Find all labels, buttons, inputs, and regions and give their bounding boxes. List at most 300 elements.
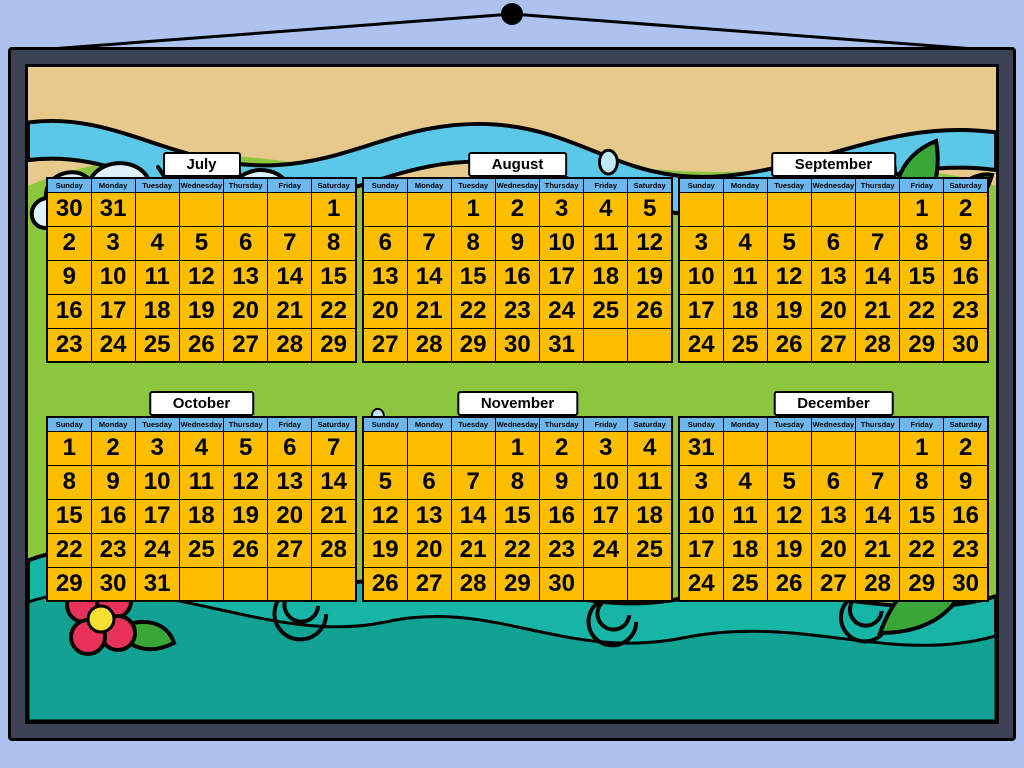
month-title: September (771, 152, 897, 177)
day-cell[interactable]: 30 (47, 192, 91, 226)
weekday-header-cell: Sunday (47, 417, 91, 431)
month-calendar-table (46, 416, 357, 602)
day-cell[interactable]: 3 (91, 226, 135, 260)
day-cell[interactable]: 24 (584, 533, 628, 567)
day-cell-empty (628, 567, 672, 601)
day-cell[interactable]: 8 (312, 226, 356, 260)
day-cell-empty (767, 192, 811, 226)
weekday-header-cell: Tuesday (451, 417, 495, 431)
day-cell[interactable]: 1 (900, 192, 944, 226)
day-cell[interactable]: 3 (679, 465, 723, 499)
day-cell[interactable]: 27 (268, 533, 312, 567)
day-cell[interactable]: 18 (135, 294, 179, 328)
day-cell[interactable]: 3 (540, 192, 584, 226)
month-title: October (149, 391, 255, 416)
day-cell[interactable]: 15 (495, 499, 539, 533)
day-cell-empty (363, 431, 407, 465)
day-cell[interactable]: 16 (944, 499, 988, 533)
weekday-header-cell: Wednesday (811, 178, 855, 192)
day-cell[interactable]: 26 (628, 294, 672, 328)
weekday-header-cell: Wednesday (495, 417, 539, 431)
day-cell[interactable]: 23 (540, 533, 584, 567)
day-cell-empty (723, 431, 767, 465)
day-cell[interactable]: 22 (900, 533, 944, 567)
day-cell[interactable]: 20 (811, 533, 855, 567)
day-cell[interactable]: 26 (767, 567, 811, 601)
day-cell[interactable]: 14 (856, 260, 900, 294)
day-cell[interactable]: 15 (312, 260, 356, 294)
day-cell[interactable]: 25 (584, 294, 628, 328)
day-cell[interactable]: 26 (224, 533, 268, 567)
day-cell[interactable]: 31 (91, 192, 135, 226)
day-cell[interactable]: 14 (407, 260, 451, 294)
day-cell[interactable]: 29 (495, 567, 539, 601)
day-cell[interactable]: 14 (268, 260, 312, 294)
day-cell[interactable]: 14 (856, 499, 900, 533)
day-cell[interactable]: 28 (856, 567, 900, 601)
day-cell[interactable]: 1 (900, 431, 944, 465)
month-block (362, 156, 673, 414)
weekday-header-row (363, 178, 672, 192)
day-cell[interactable]: 20 (363, 294, 407, 328)
day-cell[interactable]: 2 (495, 192, 539, 226)
month-calendar-table (46, 177, 357, 363)
weekday-header-cell: Saturday (944, 178, 988, 192)
weekday-header-cell: Thursday (224, 178, 268, 192)
day-cell[interactable]: 18 (628, 499, 672, 533)
weekday-header-cell: Monday (723, 178, 767, 192)
day-cell[interactable]: 1 (495, 431, 539, 465)
day-cell[interactable]: 24 (540, 294, 584, 328)
weekday-header-cell: Friday (900, 417, 944, 431)
weekday-header-row (363, 417, 672, 431)
day-cell[interactable]: 13 (363, 260, 407, 294)
day-cell[interactable]: 29 (47, 567, 91, 601)
day-cell[interactable]: 11 (135, 260, 179, 294)
day-cell[interactable]: 19 (363, 533, 407, 567)
day-cell-empty (224, 567, 268, 601)
day-cell[interactable]: 30 (944, 567, 988, 601)
day-cell[interactable]: 11 (179, 465, 223, 499)
day-cell[interactable]: 27 (811, 328, 855, 362)
day-cell[interactable]: 4 (179, 431, 223, 465)
day-cell[interactable]: 7 (451, 465, 495, 499)
day-cell[interactable]: 8 (900, 226, 944, 260)
day-cell[interactable]: 2 (91, 431, 135, 465)
day-cell-empty (135, 192, 179, 226)
day-cell[interactable]: 23 (495, 294, 539, 328)
day-cell[interactable]: 30 (540, 567, 584, 601)
weekday-header-cell: Thursday (856, 417, 900, 431)
day-cell[interactable]: 8 (451, 226, 495, 260)
day-cell[interactable]: 25 (723, 328, 767, 362)
day-cell[interactable]: 27 (811, 567, 855, 601)
week-row (47, 533, 356, 567)
day-cell[interactable]: 11 (584, 226, 628, 260)
week-row (679, 294, 988, 328)
day-cell-empty (811, 431, 855, 465)
day-cell[interactable]: 19 (224, 499, 268, 533)
day-cell-empty (179, 567, 223, 601)
day-cell[interactable]: 7 (268, 226, 312, 260)
day-cell[interactable]: 8 (900, 465, 944, 499)
day-cell-empty (407, 192, 451, 226)
day-cell-empty (312, 567, 356, 601)
day-cell[interactable]: 10 (91, 260, 135, 294)
week-row (47, 499, 356, 533)
day-cell-empty (811, 192, 855, 226)
day-cell[interactable]: 19 (179, 294, 223, 328)
day-cell[interactable]: 11 (723, 260, 767, 294)
day-cell[interactable]: 28 (312, 533, 356, 567)
day-cell[interactable]: 28 (451, 567, 495, 601)
day-cell-empty (679, 192, 723, 226)
weekday-header-cell: Saturday (628, 178, 672, 192)
week-row (363, 465, 672, 499)
day-cell[interactable]: 15 (900, 499, 944, 533)
day-cell[interactable]: 4 (135, 226, 179, 260)
weekday-header-cell: Friday (268, 417, 312, 431)
day-cell[interactable]: 18 (723, 294, 767, 328)
week-row (363, 533, 672, 567)
day-cell[interactable]: 18 (584, 260, 628, 294)
day-cell[interactable]: 22 (900, 294, 944, 328)
picture-frame (8, 47, 1016, 741)
day-cell[interactable]: 25 (179, 533, 223, 567)
day-cell-empty (584, 567, 628, 601)
week-row (47, 431, 356, 465)
day-cell[interactable]: 6 (811, 465, 855, 499)
day-cell[interactable]: 16 (91, 499, 135, 533)
day-cell[interactable]: 10 (679, 260, 723, 294)
weekday-header-cell: Sunday (363, 178, 407, 192)
weekday-header-cell: Tuesday (767, 417, 811, 431)
day-cell[interactable]: 2 (944, 431, 988, 465)
day-cell[interactable]: 2 (540, 431, 584, 465)
weekday-header-cell: Friday (584, 178, 628, 192)
day-cell[interactable]: 20 (224, 294, 268, 328)
weekday-header-cell: Monday (407, 417, 451, 431)
day-cell[interactable]: 12 (363, 499, 407, 533)
day-cell[interactable]: 31 (540, 328, 584, 362)
day-cell[interactable]: 11 (723, 499, 767, 533)
day-cell[interactable]: 23 (91, 533, 135, 567)
weekday-header-cell: Monday (723, 417, 767, 431)
day-cell[interactable]: 2 (944, 192, 988, 226)
week-row (363, 328, 672, 362)
weekday-header-cell: Monday (91, 417, 135, 431)
weekday-header-cell: Tuesday (767, 178, 811, 192)
day-cell[interactable]: 9 (91, 465, 135, 499)
day-cell[interactable]: 9 (944, 226, 988, 260)
week-row (679, 465, 988, 499)
day-cell[interactable]: 19 (628, 260, 672, 294)
day-cell[interactable]: 7 (856, 226, 900, 260)
day-cell[interactable]: 30 (944, 328, 988, 362)
day-cell-empty (268, 192, 312, 226)
weekday-header-cell: Wednesday (811, 417, 855, 431)
weekday-header-cell: Sunday (679, 417, 723, 431)
day-cell[interactable]: 5 (363, 465, 407, 499)
day-cell[interactable]: 25 (628, 533, 672, 567)
weekday-header-cell: Friday (268, 178, 312, 192)
day-cell[interactable]: 22 (451, 294, 495, 328)
day-cell-empty (856, 431, 900, 465)
day-cell[interactable]: 17 (584, 499, 628, 533)
day-cell[interactable]: 20 (407, 533, 451, 567)
day-cell[interactable]: 23 (944, 294, 988, 328)
day-cell[interactable]: 12 (224, 465, 268, 499)
day-cell[interactable]: 30 (91, 567, 135, 601)
day-cell[interactable]: 17 (679, 533, 723, 567)
week-row (679, 533, 988, 567)
day-cell[interactable]: 1 (312, 192, 356, 226)
day-cell[interactable]: 16 (540, 499, 584, 533)
day-cell[interactable]: 2 (47, 226, 91, 260)
day-cell[interactable]: 5 (767, 465, 811, 499)
day-cell[interactable]: 12 (767, 499, 811, 533)
month-title: July (162, 152, 240, 177)
day-cell[interactable]: 20 (268, 499, 312, 533)
day-cell[interactable]: 6 (363, 226, 407, 260)
day-cell[interactable]: 23 (47, 328, 91, 362)
day-cell[interactable]: 24 (135, 533, 179, 567)
day-cell[interactable]: 8 (495, 465, 539, 499)
day-cell[interactable]: 7 (856, 465, 900, 499)
day-cell[interactable]: 16 (495, 260, 539, 294)
day-cell[interactable]: 28 (407, 328, 451, 362)
day-cell[interactable]: 21 (312, 499, 356, 533)
day-cell[interactable]: 22 (47, 533, 91, 567)
day-cell[interactable]: 9 (944, 465, 988, 499)
day-cell[interactable]: 4 (723, 226, 767, 260)
day-cell[interactable]: 6 (407, 465, 451, 499)
day-cell[interactable]: 28 (268, 328, 312, 362)
month-title: November (457, 391, 578, 416)
day-cell[interactable]: 31 (679, 431, 723, 465)
weekday-header-row (47, 417, 356, 431)
day-cell[interactable]: 19 (767, 294, 811, 328)
day-cell[interactable]: 18 (723, 533, 767, 567)
month-block (678, 156, 989, 414)
day-cell[interactable]: 3 (679, 226, 723, 260)
day-cell[interactable]: 13 (268, 465, 312, 499)
month-block (362, 395, 673, 653)
week-row (363, 499, 672, 533)
day-cell[interactable]: 9 (540, 465, 584, 499)
day-cell[interactable]: 17 (91, 294, 135, 328)
day-cell[interactable]: 21 (268, 294, 312, 328)
week-row (363, 226, 672, 260)
day-cell[interactable]: 9 (495, 226, 539, 260)
week-row (47, 567, 356, 601)
day-cell[interactable]: 29 (900, 567, 944, 601)
week-row (363, 192, 672, 226)
day-cell[interactable]: 20 (811, 294, 855, 328)
week-row (47, 260, 356, 294)
weekday-header-cell: Wednesday (179, 178, 223, 192)
week-row (679, 431, 988, 465)
weekday-header-cell: Wednesday (495, 178, 539, 192)
day-cell[interactable]: 15 (451, 260, 495, 294)
day-cell-empty (767, 431, 811, 465)
day-cell[interactable]: 27 (363, 328, 407, 362)
day-cell-empty (268, 567, 312, 601)
month-block (678, 395, 989, 653)
day-cell[interactable]: 25 (135, 328, 179, 362)
day-cell[interactable]: 16 (944, 260, 988, 294)
day-cell[interactable]: 12 (628, 226, 672, 260)
day-cell-empty (584, 328, 628, 362)
week-row (679, 226, 988, 260)
day-cell[interactable]: 29 (451, 328, 495, 362)
day-cell[interactable]: 26 (767, 328, 811, 362)
day-cell[interactable]: 10 (135, 465, 179, 499)
day-cell[interactable]: 7 (312, 431, 356, 465)
week-row (363, 294, 672, 328)
weekday-header-cell: Thursday (224, 417, 268, 431)
day-cell[interactable]: 3 (135, 431, 179, 465)
month-calendar-table (678, 416, 989, 602)
day-cell[interactable]: 22 (495, 533, 539, 567)
week-row (679, 567, 988, 601)
week-row (47, 328, 356, 362)
day-cell-empty (723, 192, 767, 226)
day-cell[interactable]: 21 (451, 533, 495, 567)
week-row (47, 465, 356, 499)
day-cell-empty (363, 192, 407, 226)
day-cell[interactable]: 28 (856, 328, 900, 362)
day-cell[interactable]: 24 (679, 567, 723, 601)
day-cell[interactable]: 21 (856, 294, 900, 328)
month-calendar-table (362, 177, 673, 363)
day-cell[interactable]: 1 (47, 431, 91, 465)
week-row (363, 431, 672, 465)
day-cell[interactable]: 30 (495, 328, 539, 362)
day-cell[interactable]: 17 (540, 260, 584, 294)
day-cell[interactable]: 29 (900, 328, 944, 362)
week-row (679, 328, 988, 362)
month-calendar-table (678, 177, 989, 363)
day-cell[interactable]: 22 (312, 294, 356, 328)
day-cell[interactable]: 21 (407, 294, 451, 328)
day-cell-empty (224, 192, 268, 226)
day-cell[interactable]: 17 (135, 499, 179, 533)
day-cell[interactable]: 16 (47, 294, 91, 328)
month-block (46, 395, 357, 653)
week-row (47, 192, 356, 226)
day-cell[interactable]: 14 (451, 499, 495, 533)
day-cell[interactable]: 26 (179, 328, 223, 362)
day-cell[interactable]: 15 (47, 499, 91, 533)
months-grid (46, 156, 990, 653)
weekday-header-cell: Thursday (540, 178, 584, 192)
day-cell-empty (628, 328, 672, 362)
day-cell[interactable]: 13 (811, 260, 855, 294)
week-row (363, 567, 672, 601)
day-cell[interactable]: 13 (811, 499, 855, 533)
day-cell[interactable]: 12 (179, 260, 223, 294)
day-cell[interactable]: 21 (856, 533, 900, 567)
day-cell[interactable]: 3 (584, 431, 628, 465)
day-cell-empty (856, 192, 900, 226)
day-cell[interactable]: 6 (811, 226, 855, 260)
day-cell[interactable]: 12 (767, 260, 811, 294)
day-cell[interactable]: 10 (540, 226, 584, 260)
frame-inner-mat (25, 64, 999, 724)
day-cell[interactable]: 4 (584, 192, 628, 226)
week-row (47, 294, 356, 328)
weekday-header-cell: Sunday (47, 178, 91, 192)
day-cell[interactable]: 24 (91, 328, 135, 362)
weekday-header-cell: Sunday (679, 178, 723, 192)
week-row (679, 260, 988, 294)
day-cell[interactable]: 7 (407, 226, 451, 260)
weekday-header-cell: Thursday (856, 178, 900, 192)
day-cell[interactable]: 10 (584, 465, 628, 499)
weekday-header-cell: Monday (407, 178, 451, 192)
day-cell[interactable]: 31 (135, 567, 179, 601)
month-title: August (468, 152, 568, 177)
weekday-header-cell: Thursday (540, 417, 584, 431)
day-cell[interactable]: 27 (407, 567, 451, 601)
day-cell[interactable]: 23 (944, 533, 988, 567)
day-cell[interactable]: 26 (363, 567, 407, 601)
day-cell[interactable]: 6 (268, 431, 312, 465)
day-cell[interactable]: 6 (224, 226, 268, 260)
day-cell[interactable]: 13 (407, 499, 451, 533)
weekday-header-cell: Tuesday (135, 178, 179, 192)
day-cell[interactable]: 4 (723, 465, 767, 499)
day-cell[interactable]: 29 (312, 328, 356, 362)
day-cell[interactable]: 18 (179, 499, 223, 533)
day-cell[interactable]: 14 (312, 465, 356, 499)
day-cell-empty (179, 192, 223, 226)
month-block (46, 156, 357, 414)
day-cell[interactable]: 5 (179, 226, 223, 260)
day-cell[interactable]: 4 (628, 431, 672, 465)
day-cell[interactable]: 8 (47, 465, 91, 499)
day-cell[interactable]: 24 (679, 328, 723, 362)
week-row (679, 192, 988, 226)
day-cell[interactable]: 10 (679, 499, 723, 533)
month-title: December (773, 391, 894, 416)
day-cell[interactable]: 15 (900, 260, 944, 294)
day-cell[interactable]: 27 (224, 328, 268, 362)
week-row (363, 260, 672, 294)
day-cell[interactable]: 9 (47, 260, 91, 294)
weekday-header-cell: Wednesday (179, 417, 223, 431)
day-cell[interactable]: 17 (679, 294, 723, 328)
weekday-header-cell: Tuesday (451, 178, 495, 192)
day-cell[interactable]: 1 (451, 192, 495, 226)
day-cell[interactable]: 25 (723, 567, 767, 601)
weekday-header-cell: Saturday (312, 178, 356, 192)
day-cell[interactable]: 5 (628, 192, 672, 226)
day-cell[interactable]: 5 (224, 431, 268, 465)
weekday-header-cell: Friday (900, 178, 944, 192)
day-cell[interactable]: 19 (767, 533, 811, 567)
weekday-header-row (47, 178, 356, 192)
day-cell-empty (407, 431, 451, 465)
day-cell[interactable]: 11 (628, 465, 672, 499)
weekday-header-cell: Sunday (363, 417, 407, 431)
weekday-header-cell: Friday (584, 417, 628, 431)
weekday-header-cell: Saturday (944, 417, 988, 431)
day-cell[interactable]: 5 (767, 226, 811, 260)
day-cell[interactable]: 13 (224, 260, 268, 294)
week-row (47, 226, 356, 260)
